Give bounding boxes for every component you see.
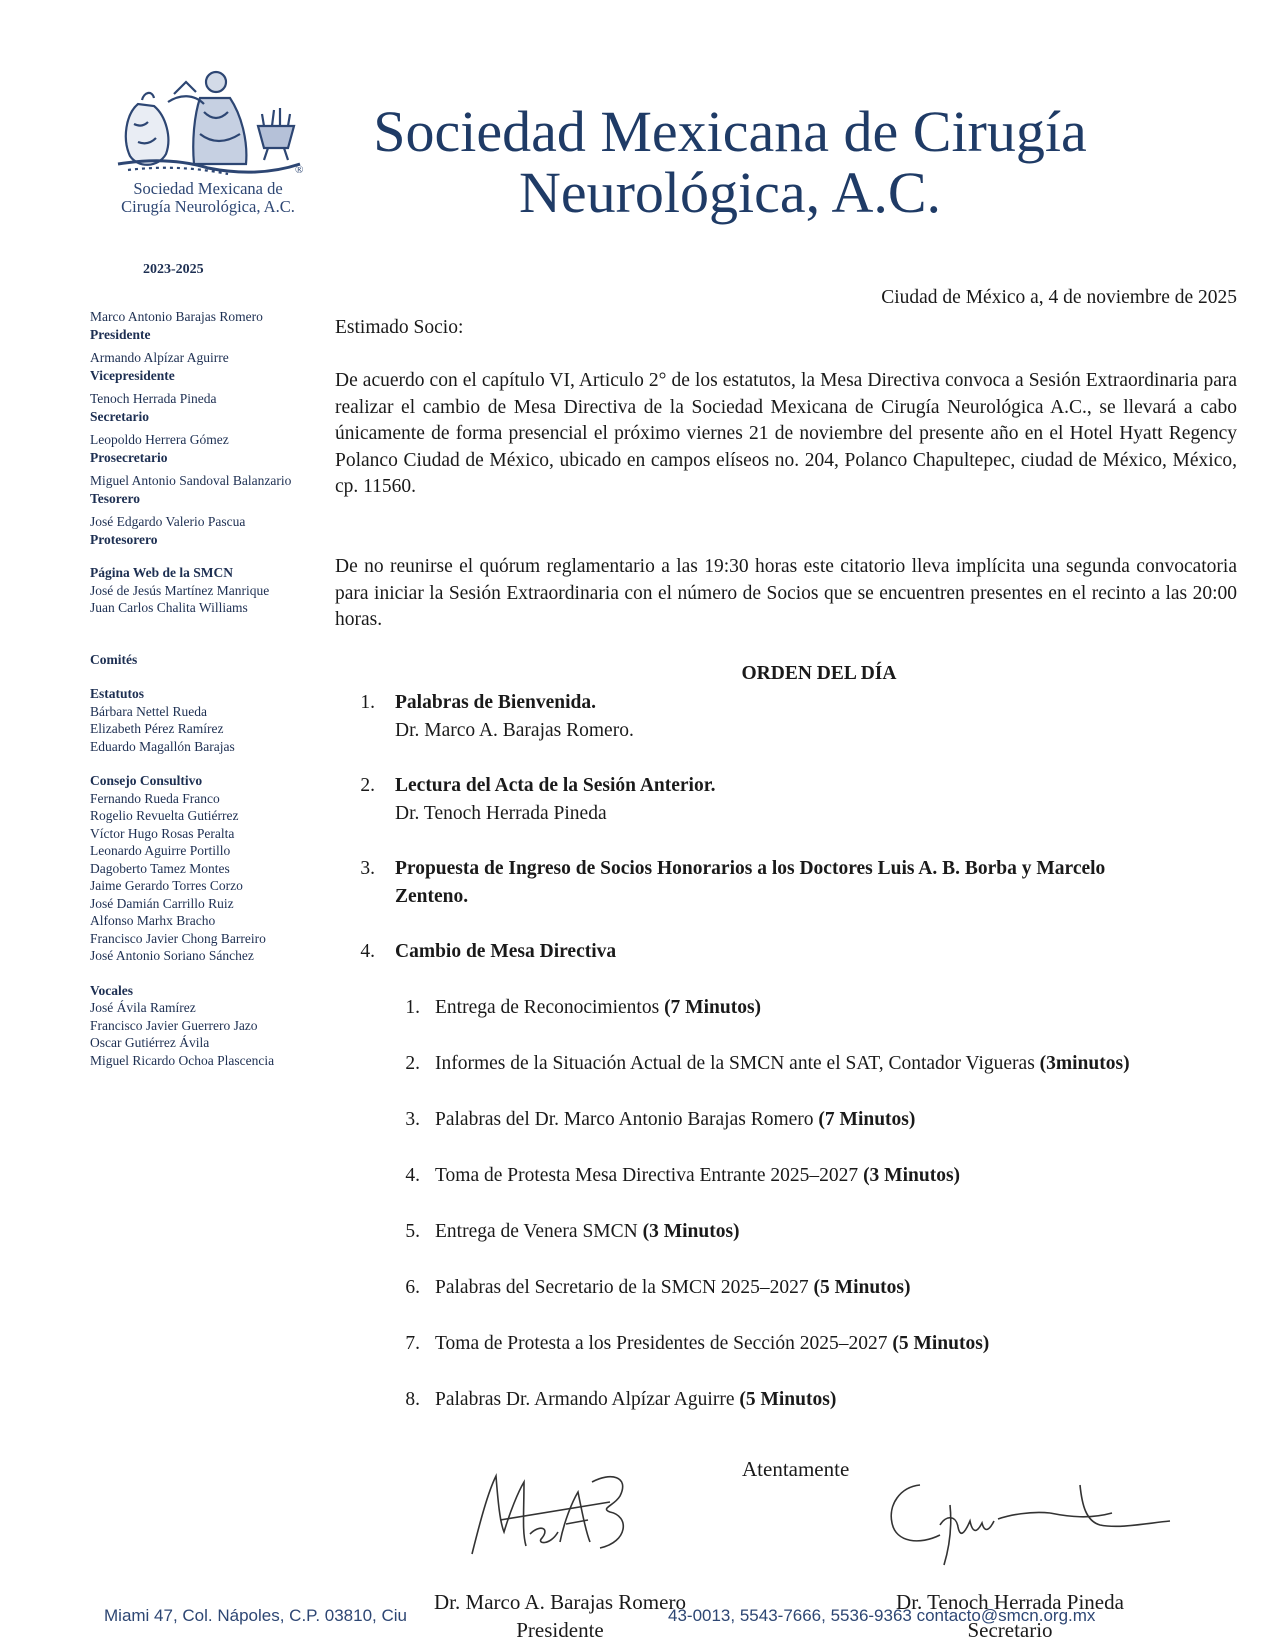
web-section-title: Página Web de la SMCN [90, 565, 234, 580]
subitem-number: 1. [405, 997, 420, 1018]
secretary-signature-image [880, 1465, 1180, 1575]
council-member: Fernando Rueda Franco [90, 790, 220, 806]
board-member-role: Secretario [90, 408, 149, 424]
board-member-name: Leopoldo Herrera Gómez [90, 432, 229, 447]
agenda-item-detail: Dr. Marco A. Barajas Romero. [395, 720, 634, 741]
subitem-number: 8. [405, 1389, 420, 1410]
subitem-number: 3. [405, 1109, 420, 1130]
council-member: Dagoberto Tamez Montes [90, 860, 230, 876]
agenda-item-detail: Dr. Tenoch Herrada Pineda [395, 803, 607, 824]
council-member: José Damián Carrillo Ruiz [90, 895, 234, 911]
agenda-title: ORDEN DEL DÍA [741, 663, 897, 684]
web-member: Juan Carlos Chalita Williams [90, 600, 248, 615]
subitem-time: (5 Minutos) [813, 1277, 911, 1298]
subitem-text: Toma de Protesta a los Presidentes de Sección 2025–2027 [435, 1333, 893, 1354]
logo-text-line-2: Cirugía Neurológica, A.C. [121, 197, 295, 216]
subitem-number: 4. [405, 1165, 420, 1186]
registered-mark: ® [295, 164, 304, 176]
subitem-time: (5 Minutos) [892, 1333, 990, 1354]
agenda-item-number: 1. [360, 692, 375, 713]
logo-figures-image [108, 64, 308, 179]
vocales-title: Vocales [90, 982, 133, 998]
organization-title-line-1: Sociedad Mexicana de Cirugía [373, 99, 1087, 164]
statutes-member: Elizabeth Pérez Ramírez [90, 721, 224, 736]
subitem-number: 6. [405, 1277, 420, 1298]
subitem-text: Toma de Protesta Mesa Directiva Entrante 2025–2027 [435, 1165, 864, 1186]
agenda-item-title: Lectura del Acta de la Sesión Anterior. [395, 775, 716, 796]
letter-paragraph-1: De acuerdo con el capítulo VI, Articulo 2° de los estatutos, la Mesa Directiva convoca a Sesión Extraordinaria para realizar el cambio de Mesa Directiva de la Sociedad Mexicana de Cirugía Neurológica A.C., se llevará a cabo únicamente de forma presencial el próximo viernes 21 de noviembre del presente año en el Hotel Hyatt Regency Polanco Ciudad de México, ubicado en campos elíseos no. 204, Polanco Chapultepec, ciudad de México, México, cp. 11560. [335, 370, 1237, 497]
board-list [90, 308, 330, 1069]
board-member-name: José Edgardo Valerio Pascua [90, 514, 246, 529]
council-member: Víctor Hugo Rosas Peralta [90, 825, 235, 841]
subitem-number: 5. [405, 1221, 420, 1242]
agenda-item-title: Palabras de Bienvenida. [395, 692, 596, 713]
subitem-text: Entrega de Reconocimientos [435, 997, 665, 1018]
agenda-item-number: 2. [360, 775, 375, 796]
subitem-time: (3minutos) [1039, 1053, 1130, 1074]
subitem-time: (5 Minutos) [739, 1389, 837, 1410]
board-member-role: Vicepresidente [90, 367, 175, 383]
vocal-member: Miguel Ricardo Ochoa Plascencia [90, 1052, 275, 1068]
vocal-member: Francisco Javier Guerrero Jazo [90, 1017, 258, 1033]
statutes-member: Bárbara Nettel Rueda [90, 703, 207, 719]
board-period: 2023-2025 [143, 262, 204, 277]
web-member: José de Jesús Martínez Manrique [90, 582, 270, 598]
subitem-time: (3 Minutos) [642, 1221, 740, 1242]
council-title: Consejo Consultivo [90, 773, 203, 788]
board-member-role: Tesorero [90, 490, 140, 506]
board-member-role: Protesorero [90, 531, 158, 547]
board-member-name: Tenoch Herrada Pineda [90, 391, 217, 406]
agenda-item-title: Cambio de Mesa Directiva [395, 941, 617, 962]
council-member: Jaime Gerardo Torres Corzo [90, 878, 243, 893]
logo-text-line-1: Sociedad Mexicana de [133, 179, 283, 198]
board-member-name: Miguel Antonio Sandoval Balanzario [90, 473, 292, 488]
agenda-item-title-continued: Zenteno. [395, 886, 469, 907]
council-member: Alfonso Marhx Bracho [90, 913, 216, 928]
president-signature-image [460, 1462, 650, 1572]
agenda-item-number: 3. [360, 858, 375, 879]
subitem-time: (7 Minutos) [818, 1109, 916, 1130]
agenda-item-number: 4. [360, 941, 375, 962]
council-member: José Antonio Soriano Sánchez [90, 948, 254, 963]
board-member-role: Prosecretario [90, 449, 168, 465]
footer-contact: 43-0013, 5543-7666, 5536-9363 contacto@smcn.org.mx [668, 1606, 1096, 1625]
letter-date: Ciudad de México a, 4 de noviembre de 2025 [881, 287, 1237, 308]
statutes-member: Eduardo Magallón Barajas [90, 738, 235, 754]
council-member: Rogelio Revuelta Gutiérrez [90, 808, 239, 823]
board-member-name: Armando Alpízar Aguirre [90, 350, 229, 365]
subitem-text: Informes de la Situación Actual de la SMCN ante el SAT, Contador Vigueras [435, 1053, 1040, 1074]
statutes-title: Estatutos [90, 686, 145, 701]
organization-logo [108, 64, 308, 224]
vocal-member: Oscar Gutiérrez Ávila [90, 1035, 210, 1050]
vocal-member: José Ávila Ramírez [90, 1000, 196, 1015]
subitem-text: Entrega de Venera SMCN [435, 1221, 643, 1242]
board-member-role: Presidente [90, 326, 151, 342]
subitem-text: Palabras del Dr. Marco Antonio Barajas Romero [435, 1109, 819, 1130]
footer-address: Miami 47, Col. Nápoles, C.P. 03810, Ciu [104, 1606, 408, 1625]
subitem-text: Palabras del Secretario de la SMCN 2025–2027 [435, 1277, 814, 1298]
council-member: Francisco Javier Chong Barreiro [90, 930, 266, 946]
subitem-text: Palabras Dr. Armando Alpízar Aguirre [435, 1389, 740, 1410]
secretary-signature-role: Secretario [967, 1618, 1053, 1642]
organization-title-line-2: Neurológica, A.C. [518, 160, 942, 225]
president-signature-name: Dr. Marco A. Barajas Romero [434, 1590, 686, 1614]
subitem-time: (7 Minutos) [664, 997, 762, 1018]
subitem-number: 7. [405, 1333, 420, 1354]
subitem-number: 2. [405, 1053, 420, 1074]
closing-text: Atentamente [742, 1457, 850, 1481]
agenda-item-title: Propuesta de Ingreso de Socios Honorarios a los Doctores Luis A. B. Borba y Marcelo [395, 858, 1106, 879]
president-signature-role: Presidente [516, 1618, 604, 1642]
subitem-time: (3 Minutos) [863, 1165, 961, 1186]
council-member: Leonardo Aguirre Portillo [90, 843, 231, 858]
board-member-name: Marco Antonio Barajas Romero [90, 309, 263, 324]
letter-paragraph-2: De no reunirse el quórum reglamentario a las 19:30 horas este citatorio lleva implícita una segunda convocatoria para iniciar la Sesión Extraordinaria con el número de Socios que se encuentren presentes en el recinto a las 20:00 horas. [335, 556, 1237, 630]
secretary-signature-name: Dr. Tenoch Herrada Pineda [896, 1590, 1124, 1614]
letter-greeting: Estimado Socio: [335, 317, 464, 338]
committees-title: Comités [90, 651, 138, 667]
